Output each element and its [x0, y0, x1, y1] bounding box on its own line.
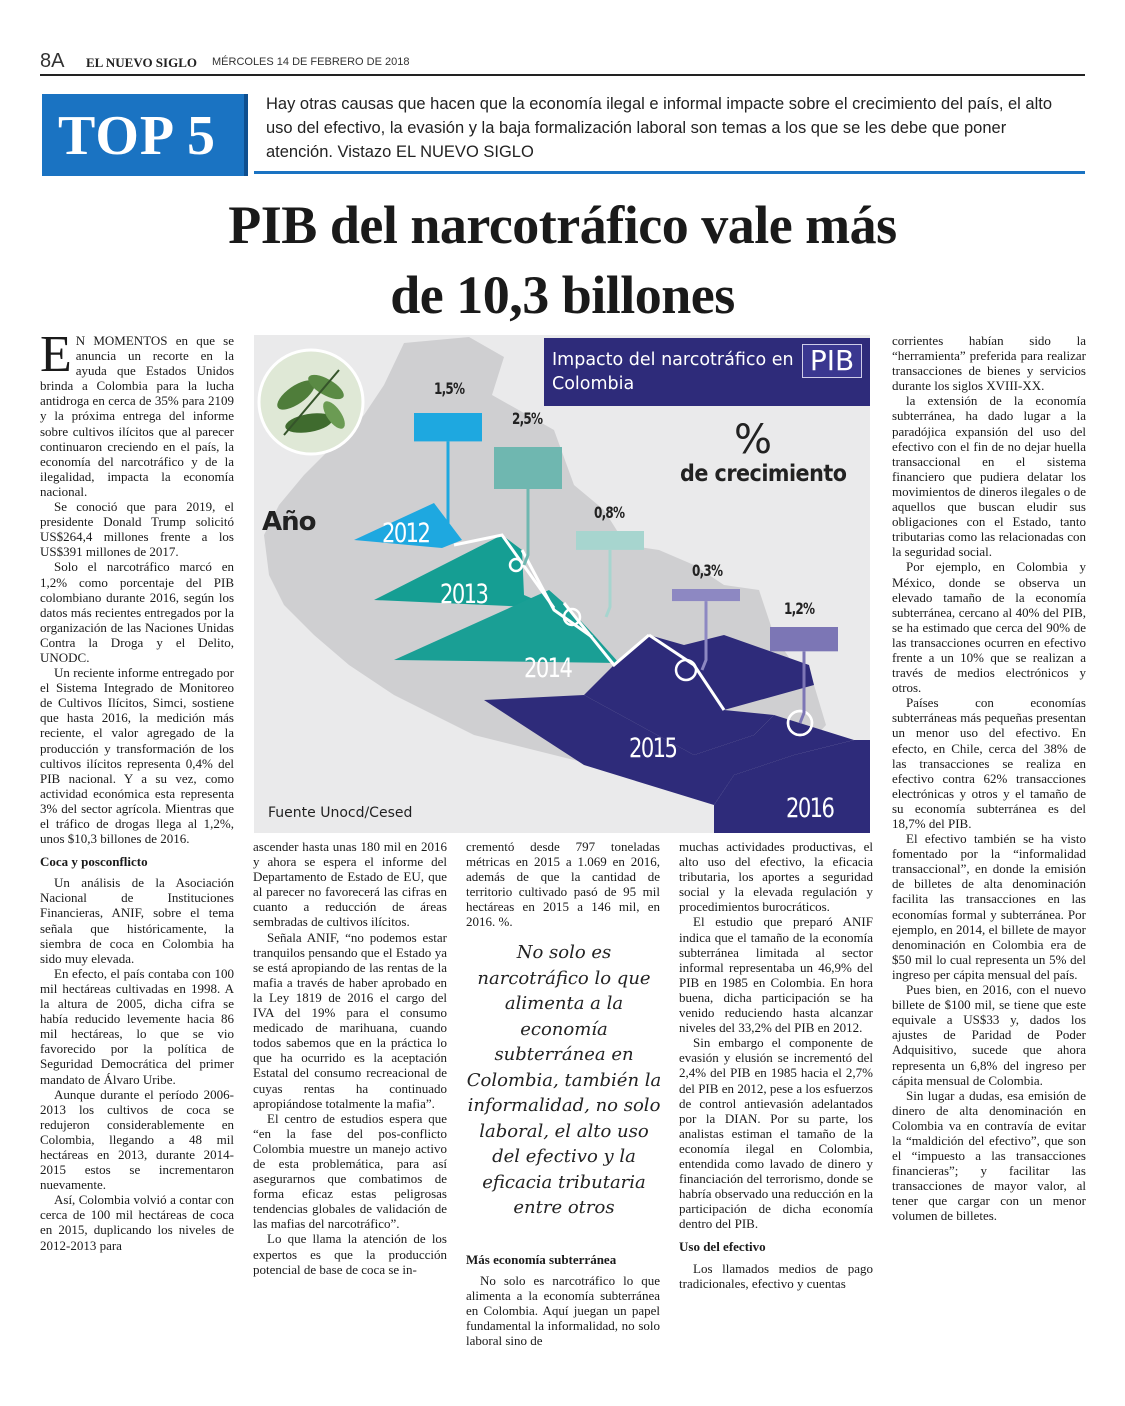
- year-label-2015: 2015: [629, 733, 677, 764]
- col2-paragraph-3: El centro de estudios espera que “en la fase del pos-conflicto Colombia muestre un manejo activo de esta problemática, para así asegurarnos que combatimos de forma eficaz estas peligrosas tendencias globales de validación de las mafias del narcotráfico”.: [253, 1110, 447, 1232]
- col5-paragraph-5: El efectivo también se ha visto fomentado por la “informalidad transaccional”, en donde la emisión de billetes de alta denominación facilita las transacciones en las economías formal y subterránea. Por ejemplo, en 2014, el billete de mayor denominación en Colombia era de $50 mil lo cual representa un 5% del ingreso per cápita mensual del país.: [892, 831, 1086, 982]
- intro-rule: [254, 171, 1085, 174]
- col1-paragraph-2: Se conoció que para 2019, el presidente Donald Trump solicitó US$264,4 millones frente a los US$391 millones de 2017.: [40, 499, 234, 560]
- col2-paragraph-1: ascender hasta unas 180 mil en 2016 y ahora se espera el informe del Departamento de Estado de EU, que al parecer no favorecerá las cifras en cuanto a reducción de áreas sembradas de cultivos ilícitos.: [253, 839, 447, 930]
- headline-line-2: de 10,3 billones: [390, 265, 735, 325]
- bar-2013: [494, 447, 562, 489]
- masthead: [40, 50, 1085, 76]
- pull-quote: No solo es narcotráfico lo que alimenta a la economía subterránea en Colombia, también la informalidad, no solo laboral, el alto uso del efectivo y la eficacia tributaria entre otros: [466, 942, 662, 1218]
- col1-paragraph-8: Así, Colombia volvió a contar con cerca de 100 mil hectáreas de coca en 2015, duplicando los niveles de 2012-2013 para: [40, 1192, 234, 1253]
- issue-date: MÉRCOLES 14 DE FEBRERO DE 2018: [212, 56, 410, 68]
- article-column-2: [253, 839, 447, 1277]
- subhead-economia: Más economía subterránea: [466, 1252, 617, 1267]
- col1-paragraph-3: Solo el narcotráfico marcó en 1,2% como porcentaje del PIB colombiano durante 2016, según los datos más recientes entregados por la organización de las Naciones Unidas Contra la Droga y el Delito, UNODC.: [40, 559, 234, 665]
- col1-paragraph-4: Un reciente informe entregado por el Sistema Integrado de Monitoreo de Cultivos Ilícitos, Simci, sostiene que hasta 2016, la medición más reciente, el valor agregado de la producción y transformación de los cultivos ilícitos representa 0,4% del PIB nacional. Y a su vez, como actividad económica esta representa 3% del sector agrícola. Mientras que el tráfico de drogas llega al 1,2%, unos $10,3 billones de 2016.: [40, 665, 234, 847]
- bar-2014: [576, 531, 644, 550]
- bar-2015: [672, 589, 740, 601]
- headline: [40, 190, 1085, 330]
- top5-intro: Hay otras causas que hacen que la economía ilegal e informal impacte sobre el crecimiento del país, el alto uso del efectivo, la evasión y la baja formalización laboral son temas a los que se les debe que poner atención. Vistazo EL NUEVO SIGLO: [266, 95, 1053, 161]
- col1-paragraph-6: En efecto, el país contaba con 100 mil hectáreas cultivadas en 1998. A la altura de 2005, dicha cifra se había reducido levemente hacia 86 mil hectáreas, lo que se vio favorecido por la política de Seguridad Democrática del primer mandato de Álvaro Uribe.: [40, 965, 234, 1087]
- col4-paragraph-1: muchas actividades productivas, el alto uso del efectivo, la eficacia tributaria, los aportes a seguridad social y la elevada regulación y procedimientos burocráticos.: [679, 839, 873, 915]
- col5-paragraph-4: Países con economías subterráneas más pequeñas presentan un menor uso del efectivo. En efecto, en Chile, cerca del 38% de las transacciones se realiza en efectivo contra 62% transacciones electrónicas y otros y el tamaño de su economía subterránea es del 18,7% del PIB.: [892, 695, 1086, 831]
- top5-label: TOP 5: [58, 105, 217, 167]
- col5-paragraph-6: Pues bien, en 2016, con el nuevo billete de $100 mil, se tiene que este equivale a US$33 y, dados los ajustes de Paridad de Poder Adquisitivo, sucede que ahora representa un 6,8% del ingreso per cápita mensual de Colombia.: [892, 982, 1086, 1088]
- col2-paragraph-2: Señala ANIF, “no podemos estar tranquilos pensando que el Estado ya se está apropiando de las rentas de la mafia a través de haber aprobado en la Ley 1819 de 2016 el cargo del IVA del 19% para el consumo medicado de marihuana, cuando todos sabemos que en la práctica lo que ha ocurrido es la aceptación Estatal del consumo recreacional de cuyas rentas ha continuado apropiándose totalmente la mafia”.: [253, 929, 447, 1111]
- article-column-3-lower: [466, 1244, 660, 1349]
- value-label-2014: 0,8%: [594, 503, 625, 522]
- newspaper-name: EL NUEVO SIGLO: [86, 55, 197, 70]
- top5-badge: [42, 94, 248, 176]
- col5-paragraph-2: la extensión de la economía subterránea, ha dado lugar a la paradójica expansión del uso del efectivo con el fin de no dejar huella transaccional en el sistema financiero que pudiera delatar los movimientos de dineros ilegales o de aquellos que buscan eludir sus obligaciones con el Estado, tanto tributarias como las relacionadas con la seguridad social.: [892, 393, 1086, 560]
- year-label-2013: 2013: [440, 579, 488, 610]
- col4-paragraph-4: Los llamados medios de pago tradicionales, efectivo y cuentas: [679, 1260, 873, 1291]
- subhead-coca: Coca y posconflicto: [40, 854, 148, 870]
- value-label-2013: 2,5%: [512, 409, 543, 428]
- article-column-4: [679, 839, 873, 1291]
- subhead-efectivo: Uso del efectivo: [679, 1239, 766, 1255]
- article-column-3: [466, 839, 660, 930]
- infographic-graphic: [254, 335, 870, 833]
- value-label-2016: 1,2%: [784, 599, 815, 618]
- pib-badge: PIB: [802, 344, 862, 378]
- article-column-5: [892, 333, 1086, 1224]
- col1-paragraph-5: Un análisis de la Asociación Nacional de Instituciones Financieras, ANIF, sobre el tema señala que históricamente, la siembra de coca en Colombia ha sido muy elevada.: [40, 875, 234, 966]
- drop-cap: E: [40, 326, 72, 383]
- col3-paragraph-1: crementó desde 797 toneladas métricas en 2015 a 1.069 en 2016, además de que la cantidad de territorio cultivado pasó de 95 mil hectáreas en 2015 a 146 mil, en 2016. %.: [466, 839, 660, 930]
- col1-paragraph-1: N MOMENTOS en que se anuncia un recorte en la ayuda que Estados Unidos brinda a Colombia para la lucha antidroga en cerca de 35% para 2109 y la próxima entrega del informe sobre cultivos ilícitos que al parecer continuaron creciendo en el país, la economía del narcotráfico y de la ilegalidad, impacta la economía nacional.: [40, 333, 234, 499]
- page-number: 8A: [40, 50, 65, 72]
- infographic-source: Fuente Unocd/Cesed: [268, 805, 413, 821]
- col4-paragraph-2: El estudio que preparó ANIF indica que el tamaño de la economía subterránea limitada al sector informal representaba un 46,9% del PIB en 1985 en Colombia. En hora buena, dicha participación se ha venido reduciendo hasta alcanzar niveles del 33,2% del PIB en 2012.: [679, 914, 873, 1036]
- year-label-2012: 2012: [382, 518, 430, 549]
- value-label-2015: 0,3%: [692, 561, 723, 580]
- col5-paragraph-1: corrientes habían sido la “herramienta” preferida para realizar transacciones de bienes y servicios durante los siglos XVIII-XX.: [892, 333, 1086, 394]
- col1-paragraph-7: Aunque durante el período 2006-2013 los cultivos de coca se redujeron considerablemente en Colombia, llegando a 48 mil hectáreas en 2013, durante 2014-2015 estos se incrementaron nuevamente.: [40, 1086, 234, 1193]
- col5-paragraph-3: Por ejemplo, en Colombia y México, donde se observa un elevado tamaño de la economía subterránea, cercano al 40% del PIB, se ha estimado que cerca del 90% de las transacciones ocurren en efectivo frente a un 10% que se realizan a través de medios electrónicos y otros.: [892, 559, 1086, 696]
- growth-label: de crecimiento: [680, 461, 847, 487]
- col4-paragraph-3: Sin embargo el componente de evasión y elusión se incrementó del 2,4% del PIB en 1985 hacia el 2,7% del PIB en 2012, pese a los esfuerzos de control antievasión adelantados por la DIAN. Por su parte, los analistas estiman el tamaño de la economía ilegal en Colombia, entendida como lavado de dinero y financiación del terrorismo, donde se habría observado una reducción en la participación de dicha economía dentro del PIB.: [679, 1035, 873, 1232]
- value-label-2012: 1,5%: [434, 379, 465, 398]
- col3-paragraph-2: No solo es narcotráfico lo que alimenta a la economía subterránea en Colombia. Aquí juegan un papel fundamental la informalidad, no solo laboral sino de: [466, 1273, 660, 1349]
- infographic-title: Impacto del narcotráfico en Colombia: [552, 350, 794, 394]
- year-label-2014: 2014: [524, 653, 572, 684]
- bar-2016: [770, 627, 838, 651]
- col2-paragraph-4: Lo que llama la atención de los expertos es que la producción potencial de base de coca se in-: [253, 1231, 447, 1277]
- headline-line-1: PIB del narcotráfico vale más: [228, 195, 897, 255]
- article-column-1: [40, 326, 234, 1253]
- infographic: [254, 335, 870, 833]
- bar-2012: [414, 413, 482, 441]
- year-axis-label: Año: [262, 507, 316, 537]
- percent-symbol: %: [734, 417, 773, 463]
- col5-paragraph-7: Sin lugar a dudas, esa emisión de dinero de alta denominación en Colombia va en contravía de evitar la “maldición del efectivo”, que son el “impuesto a las transacciones financieras”; y facilitar las transacciones de mayor valor, al tener que cargar con un menor volumen de billetes.: [892, 1087, 1086, 1224]
- infographic-title-box: [544, 338, 870, 406]
- year-label-2016: 2016: [786, 793, 834, 824]
